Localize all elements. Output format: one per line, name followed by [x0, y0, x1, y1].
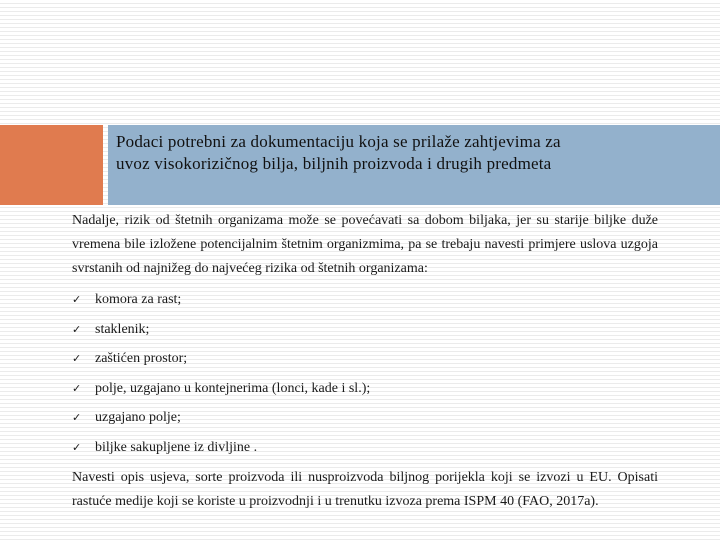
list-item-text: zaštićen prostor;	[95, 351, 188, 366]
list-item	[72, 374, 658, 404]
accent-block	[0, 125, 103, 205]
list-item-text: komora za rast;	[95, 292, 182, 307]
slide-title-line-1: Podaci potrebni za dokumentaciju koja se prilaže zahtjevima za	[116, 132, 561, 151]
checkmark-icon: ✓	[72, 352, 82, 365]
list-item	[72, 315, 658, 345]
intro-paragraph: Nadalje, rizik od štetnih organizama može se povećavati sa dobom biljaka, jer su starije biljke duže vremena bile izložene potencijalnim štetnim organizmima, pa se trebaju navesti primjere uslova uzgoja svrstanih od najnižeg do najvećeg rizika od štetnih organizama:	[72, 213, 658, 276]
checkmark-icon: ✓	[72, 411, 82, 424]
checkmark-icon: ✓	[72, 381, 82, 395]
list-item-text: biljke sakupljene iz divljine .	[95, 439, 258, 455]
list-item	[72, 344, 658, 374]
list-item-text: polje, uzgajano u kontejnerima (lonci, kade i sl.);	[95, 380, 371, 396]
list-item	[72, 433, 658, 463]
checkmark-icon: ✓	[72, 440, 82, 454]
checkmark-icon: ✓	[72, 293, 82, 306]
list-item-text: uzgajano polje;	[95, 410, 181, 425]
title-band	[0, 125, 720, 205]
slide-title	[116, 131, 708, 175]
checkmark-icon: ✓	[72, 322, 82, 336]
list-item	[72, 403, 658, 433]
slide-body	[72, 209, 658, 514]
title-box	[108, 125, 720, 205]
growing-conditions-list	[72, 285, 658, 462]
slide-title-line-2: uvoz visokorizičnog bilja, biljnih proizvoda i drugih predmeta	[116, 154, 552, 173]
closing-paragraph: Navesti opis usjeva, sorte proizvoda ili nusproizvoda biljnog porijekla koji se izvozi u EU. Opisati rastuće medije koji se koriste u proizvodnji i u trenutku izvoza prema ISPM 40 (FAO, 2017a).	[72, 470, 658, 509]
list-item	[72, 285, 658, 315]
list-item-text: staklenik;	[95, 321, 150, 337]
